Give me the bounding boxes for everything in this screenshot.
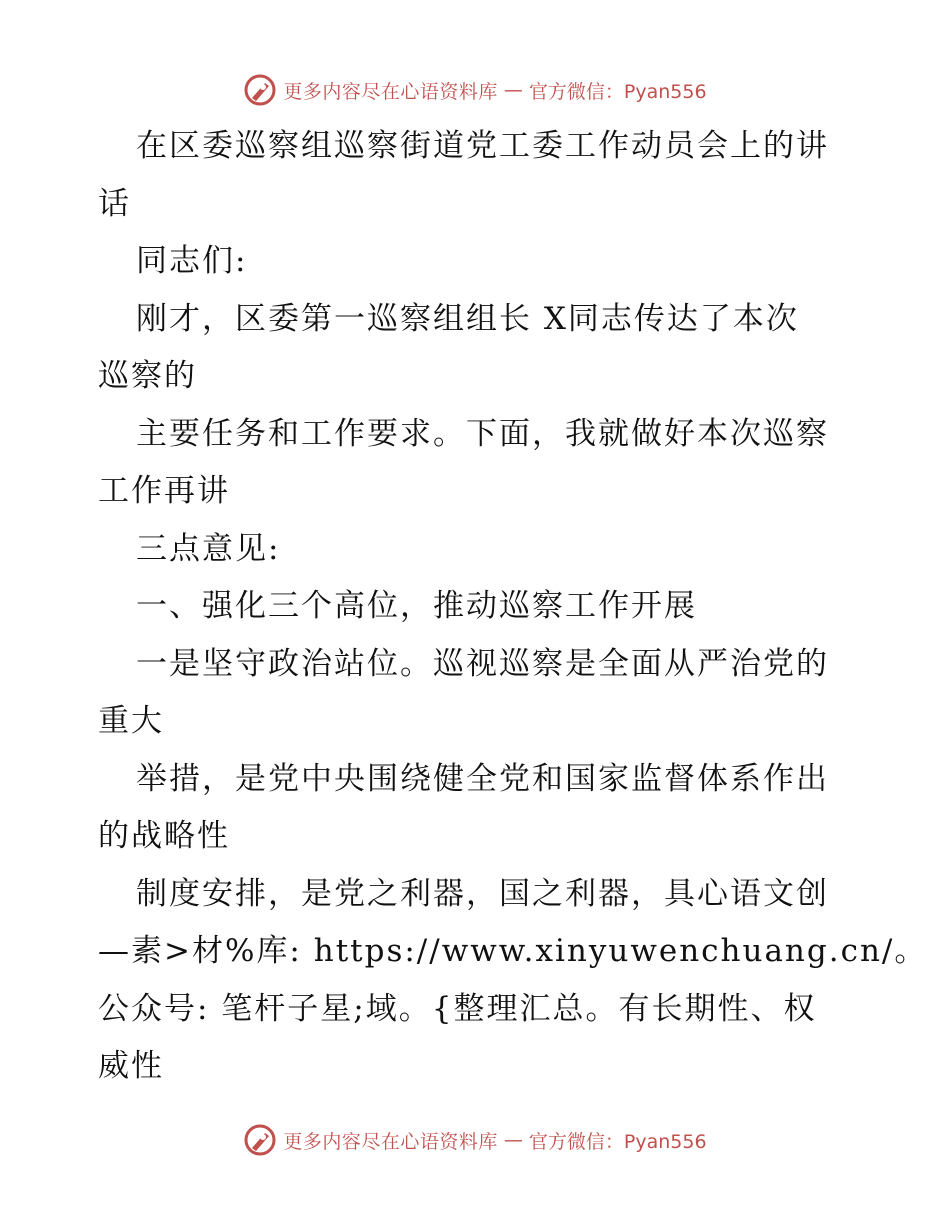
title-line-2: 话 bbox=[98, 185, 131, 222]
paragraph-line: 威性 bbox=[98, 1048, 164, 1084]
paragraph-line: 三点意见: bbox=[136, 530, 281, 567]
pen-circle-logo-icon bbox=[243, 1123, 277, 1157]
banner-title: 更多内容尽在心语资料库 bbox=[283, 80, 498, 103]
paragraph-line: 刚才，区委第一巡察组组长 X同志传达了本次 bbox=[136, 300, 799, 337]
paragraph-line: 的战略性 bbox=[98, 818, 230, 854]
banner-contact: 官方微信：Pyan556 bbox=[528, 1130, 707, 1153]
paragraph-line: 举措，是党中央围绕健全党和国家监督体系作出 bbox=[136, 760, 829, 797]
paragraph-line: 重大 bbox=[98, 703, 164, 739]
paragraph-line: 公众号: 笔杆子星;域。{整理汇总。有长期性、权 bbox=[98, 990, 817, 1027]
header-banner bbox=[0, 70, 950, 110]
section-heading: 一、强化三个高位，推动巡察工作开展 bbox=[136, 588, 697, 624]
salutation: 同志们: bbox=[136, 243, 248, 279]
paragraph-line: —素>材%库: https://www.xinyuwenchuang.cn/。 bbox=[98, 933, 928, 969]
paragraph-line: 制度安排，是党之利器，国之利器，具心语文创 bbox=[136, 875, 829, 912]
pen-circle-logo-icon bbox=[243, 73, 277, 107]
document-body bbox=[98, 118, 928, 1096]
paragraph-line: 主要任务和工作要求。下面，我就做好本次巡察 bbox=[136, 415, 829, 452]
footer-banner bbox=[0, 1120, 950, 1160]
banner-title: 更多内容尽在心语资料库 bbox=[283, 1130, 498, 1153]
banner-separator: — bbox=[503, 79, 523, 101]
paragraph-line: 一是坚守政治站位。巡视巡察是全面从严治党的 bbox=[136, 645, 829, 682]
title-line-1: 在区委巡察组巡察街道党工委工作动员会上的讲 bbox=[136, 128, 829, 164]
banner-separator: — bbox=[503, 1129, 523, 1151]
paragraph-line: 工作再讲 bbox=[98, 473, 230, 509]
banner-contact: 官方微信：Pyan556 bbox=[528, 80, 707, 103]
paragraph-line: 巡察的 bbox=[98, 358, 197, 394]
